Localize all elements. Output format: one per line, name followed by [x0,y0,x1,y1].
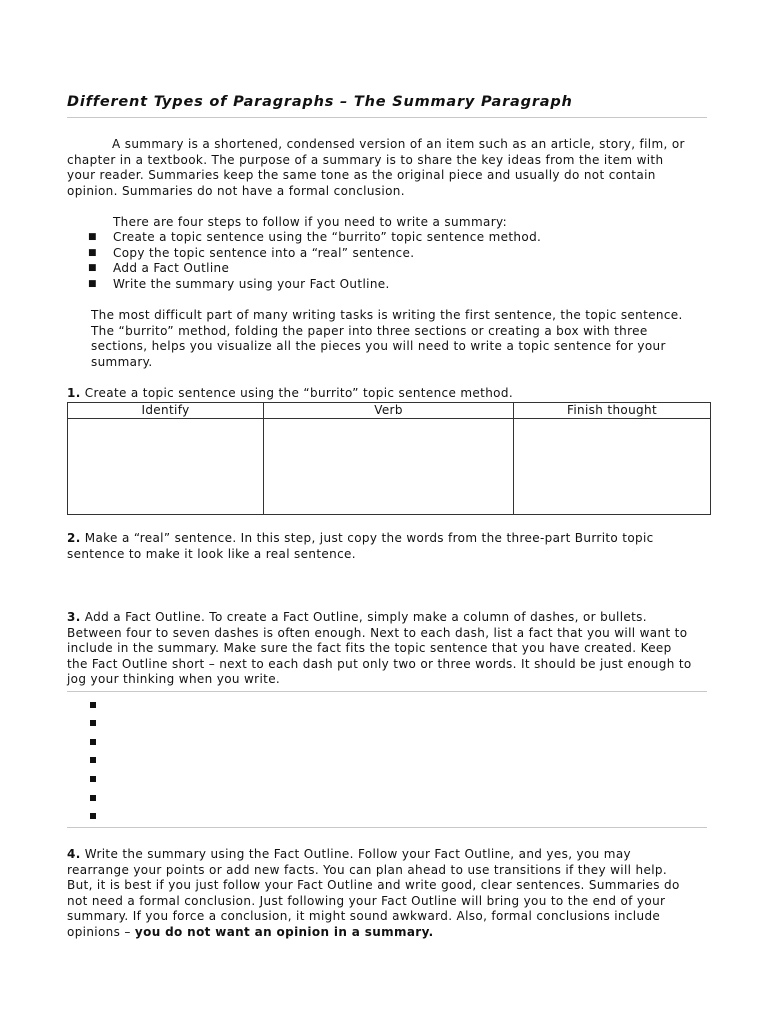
step-item: Add a Fact Outline [113,261,230,275]
step3-line: Add a Fact Outline. To create a Fact Outline, simply make a column of dashes, or bullets. [80,610,647,624]
step4-last-prefix: opinions – [67,924,135,939]
title-rule [67,117,707,118]
step-number: 2. [67,531,81,545]
step3-line: jog your thinking when you write. [67,672,281,687]
verb-cell[interactable] [264,419,514,515]
column-header-identify: Identify [68,403,264,419]
difficulty-line: sections, helps you visualize all the pieces you will need to write a topic sentence for your [91,339,666,354]
fact-bullet-icon [90,813,96,819]
intro-paragraph [67,137,717,199]
identify-cell[interactable] [68,419,264,515]
fact-bullet-icon [90,702,96,708]
step2-line: Make a “real” sentence. In this step, just copy the words from the three-part Burrito topic [80,531,654,545]
step3-paragraph [67,610,717,688]
bullet-icon: ■ [88,232,97,242]
difficulty-paragraph [91,308,741,370]
bullet-icon: ■ [88,248,97,258]
step1-heading [67,386,717,402]
intro-line: A summary is a shortened, condensed version of an item such as an article, story, film, or [112,137,685,151]
step4-line: Write the summary using the Fact Outline. Follow your Fact Outline, and yes, you may [80,847,631,861]
column-header-verb: Verb [264,403,514,419]
step2-line: sentence to make it look like a real sentence. [67,546,356,561]
step4-paragraph [67,847,717,941]
step-number: 3. [67,610,81,624]
intro-line: your reader. Summaries keep the same tone as the original piece and usually do not contain [67,168,656,183]
step3-line: Between four to seven dashes is often enough. Next to each dash, list a fact that you will want to [67,625,688,640]
step3-line: the Fact Outline short – next to each dash put only two or three words. It should be just enough to [67,656,692,671]
fact-outline-bottom-rule [67,827,707,828]
burrito-table [67,402,711,515]
fact-bullet-icon [90,776,96,782]
finish-thought-cell[interactable] [514,419,711,515]
step-number: 4. [67,847,81,861]
fact-bullet-icon [90,795,96,801]
step4-emphasis: you do not want an opinion in a summary. [134,924,434,939]
difficulty-line: The most difficult part of many writing tasks is writing the first sentence, the topic sentence. [91,308,683,322]
fact-bullet-icon [90,757,96,763]
fact-bullet-icon [90,720,96,726]
steps-intro: There are four steps to follow if you need to write a summary: [113,215,507,229]
difficulty-line: summary. [91,354,153,369]
step-item: Create a topic sentence using the “burrito” topic sentence method. [113,230,542,244]
column-header-finish-thought: Finish thought [514,403,711,419]
step-item: Write the summary using your Fact Outline. [113,277,390,291]
step2-paragraph [67,531,717,562]
intro-line: chapter in a textbook. The purpose of a summary is to share the key ideas from the item with [67,152,664,167]
step1-text: Create a topic sentence using the “burrito” topic sentence method. [80,386,513,400]
step4-line: summary. If you force a conclusion, it might sound awkward. Also, formal conclusions include [67,909,661,924]
step-item: Copy the topic sentence into a “real” sentence. [113,246,415,260]
bullet-icon: ■ [88,279,97,289]
step4-line: not need a formal conclusion. Just following your Fact Outline will bring you to the end of your [67,893,666,908]
step-number: 1. [67,386,81,400]
fact-bullet-icon [90,739,96,745]
bullet-icon: ■ [88,263,97,273]
fact-outline-top-rule [67,691,707,692]
step4-line: rearrange your points or add new facts. You can plan ahead to use transitions if they will help. [67,862,668,877]
step4-line: But, it is best if you just follow your Fact Outline and write good, clear sentences. Summaries do [67,878,680,893]
difficulty-line: The “burrito” method, folding the paper into three sections or creating a box with three [91,323,648,338]
step3-line: include in the summary. Make sure the fact fits the topic sentence that you have created. Keep [67,641,672,656]
intro-line: opinion. Summaries do not have a formal conclusion. [67,183,405,198]
page-title: Different Types of Paragraphs – The Summary Paragraph [67,94,573,110]
